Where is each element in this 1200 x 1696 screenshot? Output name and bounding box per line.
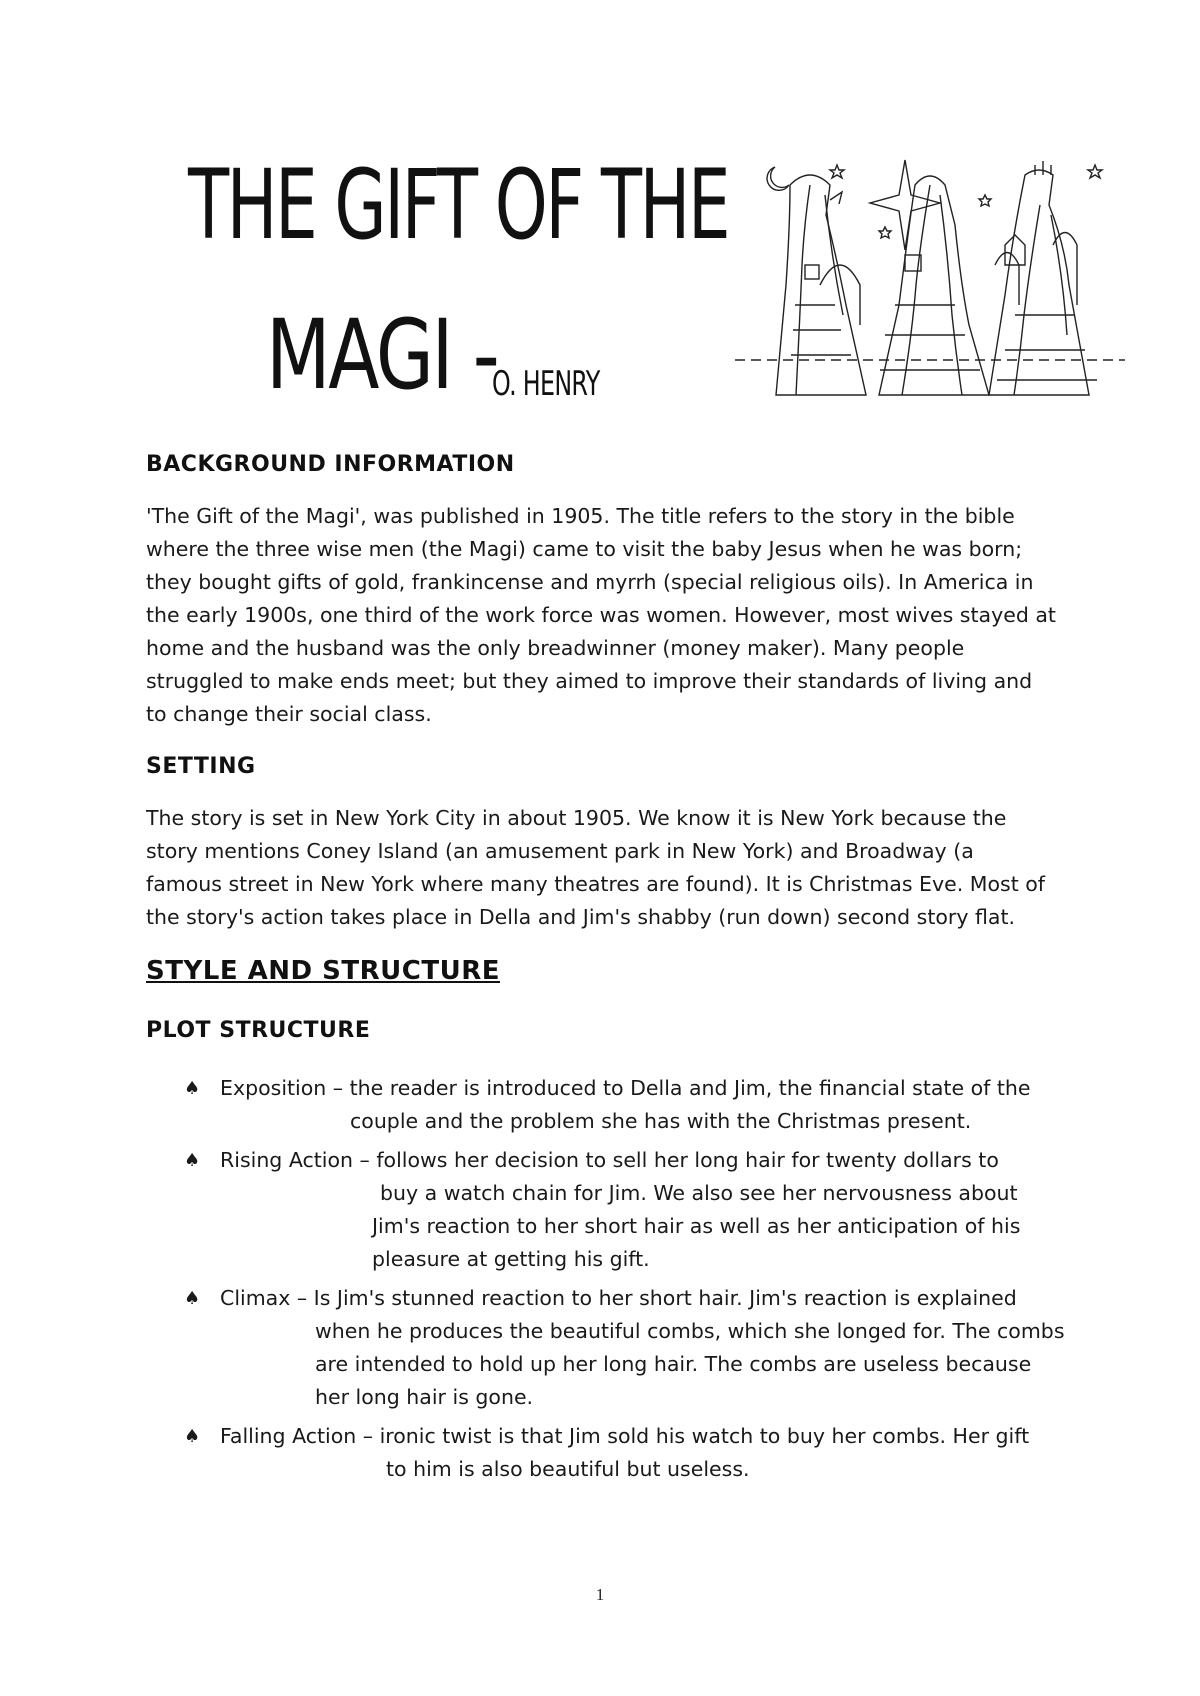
spade-icon: ♠ [184, 1288, 201, 1309]
page-number: 1 [595, 1585, 605, 1604]
bullet-line: to him is also beautiful but useless. [386, 1457, 750, 1481]
section-heading-setting: SETTING [146, 754, 256, 779]
section-heading-style: STYLE AND STRUCTURE [146, 956, 500, 986]
paragraph-line: home and the husband was the only breadwinner (money maker). Many people [146, 636, 965, 660]
author-name: O. HENRY [492, 364, 600, 404]
background-paragraph [146, 500, 1076, 731]
list-item-rising-action [180, 1144, 1080, 1276]
list-item-exposition [180, 1072, 1080, 1138]
setting-paragraph [146, 802, 1076, 934]
small-star-icon [830, 165, 844, 178]
page-title-continued: MAGI - [266, 299, 498, 411]
bullet-line: Rising Action – follows her decision to sell her long hair for twenty dollars to [220, 1148, 999, 1172]
spade-icon: ♠ [184, 1078, 201, 1099]
page-title: THE GIFT OF THE [188, 149, 729, 261]
bullet-line: are intended to hold up her long hair. The combs are useless because [315, 1352, 1032, 1376]
bullet-line: Climax – Is Jim's stunned reaction to her short hair. Jim's reaction is explained [220, 1286, 1017, 1310]
magus-figure [776, 175, 866, 395]
paragraph-line: the early 1900s, one third of the work force was women. However, most wives stayed at [146, 603, 1056, 627]
small-star-icon [879, 227, 891, 238]
spade-icon: ♠ [184, 1150, 201, 1171]
paragraph-line: story mentions Coney Island (an amusement park in New York) and Broadway (a [146, 839, 974, 863]
bullet-line: pleasure at getting his gift. [372, 1247, 650, 1271]
star-icon [870, 160, 940, 250]
paragraph-line: the story's action takes place in Della and Jim's shabby (run down) second story flat. [146, 905, 1016, 929]
bullet-line: buy a watch chain for Jim. We also see her nervousness about [380, 1181, 1018, 1205]
magus-figure [879, 176, 989, 395]
bullet-line: Jim's reaction to her short hair as well as her anticipation of his [372, 1214, 1021, 1238]
paragraph-line: to change their social class. [146, 702, 432, 726]
bullet-line: couple and the problem she has with the Christmas present. [350, 1109, 972, 1133]
section-heading-plot: PLOT STRUCTURE [146, 1018, 371, 1043]
paragraph-line: 'The Gift of the Magi', was published in 1905. The title refers to the story in the bible [146, 504, 1015, 528]
list-item-climax [180, 1282, 1080, 1414]
three-magi-illustration [735, 155, 1125, 400]
bullet-line: when he produces the beautiful combs, which she longed for. The combs [315, 1319, 1065, 1343]
bullet-line: Falling Action – ironic twist is that Jim sold his watch to buy her combs. Her gift [220, 1424, 1030, 1448]
small-star-icon [1088, 165, 1102, 178]
plot-structure-list [180, 1072, 1080, 1492]
paragraph-line: struggled to make ends meet; but they aimed to improve their standards of living and [146, 669, 1033, 693]
section-heading-background: BACKGROUND INFORMATION [146, 452, 515, 477]
list-item-falling-action [180, 1420, 1080, 1486]
bullet-line: Exposition – the reader is introduced to Della and Jim, the financial state of the [220, 1076, 1031, 1100]
bullet-line: her long hair is gone. [315, 1385, 534, 1409]
moon-icon [767, 167, 789, 190]
paragraph-line: they bought gifts of gold, frankincense and myrrh (special religious oils). In America in [146, 570, 1034, 594]
small-star-icon [979, 195, 991, 206]
spade-icon: ♠ [184, 1426, 201, 1447]
paragraph-line: The story is set in New York City in about 1905. We know it is New York because the [146, 806, 1007, 830]
magus-figure [989, 170, 1089, 395]
paragraph-line: where the three wise men (the Magi) came to visit the baby Jesus when he was born; [146, 537, 1023, 561]
paragraph-line: famous street in New York where many theatres are found). It is Christmas Eve. Most of [146, 872, 1046, 896]
